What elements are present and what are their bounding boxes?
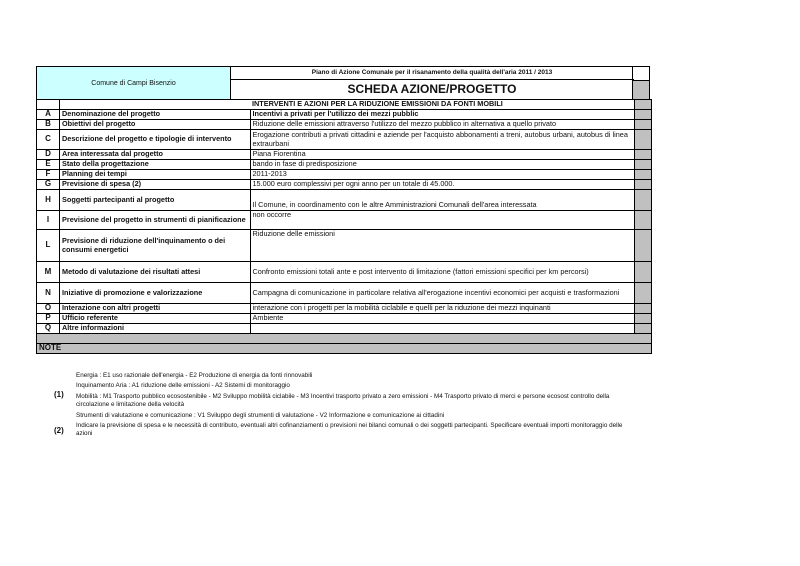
table-row (37, 314, 652, 324)
row-key: N (37, 283, 60, 304)
sheet-title: SCHEDA AZIONE/PROGETTO (347, 82, 517, 96)
table-row (37, 190, 652, 211)
table-row (37, 160, 652, 170)
row-label: Planning dei tempi (60, 170, 251, 180)
notes-section (36, 372, 656, 439)
row-value: Il Comune, in coordinamento con le altre Amministrazioni Comunali dell'area interessata (250, 190, 635, 211)
table-row (37, 150, 652, 160)
row-value: 15.000 euro complessivi per ogni anno per un totale di 45.000. (250, 180, 635, 190)
row-key: C (37, 130, 60, 150)
section-title: INTERVENTI E AZIONI PER LA RIDUZIONE EMISSIONI DA FONTI MOBILI (250, 100, 635, 110)
row-value: Ambiente (250, 314, 635, 324)
row-label: Iniziative di promozione e valorizzazione (60, 283, 251, 304)
row-value: bando in fase di predisposizione (250, 160, 635, 170)
table-row (37, 324, 652, 334)
note-2-text: Indicare la previsione di spesa e le necessità di contributo, eventuali altri cofinanziamenti o previsioni nei bilanci comunali o dei soggetti partecipanti. Specificare eventuali importi monitoraggio delle azioni (76, 422, 623, 438)
row-label: Previsione di riduzione dell'inquinamento o dei consumi energetici (60, 230, 251, 262)
row-value: Incentivi a privati per l'utilizzo dei mezzi pubblic (250, 110, 635, 120)
note-1-line: Inquinamento Aria : A1 riduzione delle emissioni - A2 Sistemi di monitoraggio (76, 382, 290, 390)
table-row (37, 180, 652, 190)
comune-name: Comune di Campi Bisenzio (37, 67, 231, 99)
row-key: Q (37, 324, 60, 334)
row-value: 2011-2013 (250, 170, 635, 180)
row-key: P (37, 314, 60, 324)
row-value: Confronto emissioni totali ante e post intervento di limitazione (fattori emissioni specifici per km percorsi) (250, 262, 635, 283)
row-label: Interazione con altri progetti (60, 304, 251, 314)
row-value (250, 324, 635, 334)
row-label: Metodo di valutazione dei risultati attesi (60, 262, 251, 283)
row-label: Previsione del progetto in strumenti di pianificazione (60, 211, 251, 230)
note-row (37, 344, 652, 354)
sheet-header (36, 66, 650, 99)
note-1 (36, 372, 656, 420)
row-label: Obiettivi del progetto (60, 120, 251, 130)
row-key: H (37, 190, 60, 211)
row-label: Descrizione del progetto e tipologie di intervento (60, 130, 251, 150)
row-key: A (37, 110, 60, 120)
row-key: D (37, 150, 60, 160)
table-row (37, 230, 652, 262)
note-1-line: Energia : E1 uso razionale dell'energia - E2 Produzione di energia da fonti rinnovabili (76, 372, 313, 379)
table-row (37, 283, 652, 304)
row-key: G (37, 180, 60, 190)
table-row (37, 304, 652, 314)
row-value: Riduzione delle emissioni (250, 230, 635, 262)
table-row (37, 211, 652, 230)
row-key: L (37, 230, 60, 262)
row-label: Stato della progettazione (60, 160, 251, 170)
filler-row (37, 334, 652, 344)
row-label: Soggetti partecipanti al progetto (60, 190, 251, 211)
note-1-line: Mobilità : M1 Trasporto pubblico ecosostenibile - M2 Sviluppo mobilità ciclabile - M3 Incentivi trasporto privato a zero emissioni - M4 Trasporto privato di merci e persone ecosost controllo della circolazione e limitazione della velocità (76, 392, 610, 409)
row-value: Campagna di comunicazione in particolare relativa all'erogazione incentivi economici per acquisti e trasformazioni (250, 283, 635, 304)
note-1-mark: (1) (54, 390, 64, 399)
row-value: Riduzione delle emissioni attraverso l'utilizzo del mezzo pubblico in alternativa a quello privato (250, 120, 635, 130)
row-key: F (37, 170, 60, 180)
row-key: O (37, 304, 60, 314)
table-row (37, 262, 652, 283)
row-label: Ufficio referente (60, 314, 251, 324)
header-side-column (632, 67, 649, 99)
row-label: Altre informazioni (60, 324, 251, 334)
row-key: E (37, 160, 60, 170)
row-key: M (37, 262, 60, 283)
row-value: interazione con i progetti per la mobilità ciclabile e quelli per la riduzione dei mezzi inquinanti (250, 304, 635, 314)
table-row (37, 130, 652, 150)
note-label: NOTE (37, 344, 652, 354)
note-2-mark: (2) (54, 426, 64, 436)
row-label: Denominazione del progetto (60, 110, 251, 120)
project-table (36, 99, 652, 354)
plan-title: Piano di Azione Comunale per il risanamento della qualità dell'aria 2011 / 2013 (230, 67, 634, 80)
row-label: Previsione di spesa (2) (60, 180, 251, 190)
action-sheet (36, 66, 650, 354)
row-key: I (37, 211, 60, 230)
note-2 (36, 422, 656, 439)
row-value: non occorre (250, 211, 635, 230)
note-1-line: Strumenti di valutazione e comunicazione : V1 Sviluppo degli strumenti di valutazione - V2 Informazione e comunicazione ai cittadini (76, 411, 445, 419)
row-value: Piana Fiorentina (250, 150, 635, 160)
row-value: Erogazione contributi a privati cittadini e aziende per l'acquisto abbonamenti a treni, autobus urbani, autobus di linea extraurbani (250, 130, 635, 150)
table-row (37, 110, 652, 120)
row-label: Area interessata dal progetto (60, 150, 251, 160)
table-row (37, 120, 652, 130)
row-key: B (37, 120, 60, 130)
table-row (37, 170, 652, 180)
